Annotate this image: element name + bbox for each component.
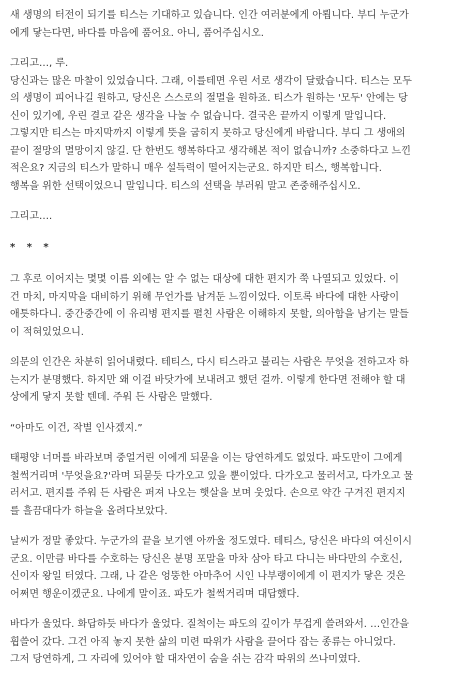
text-line: 그리고…. (10, 211, 53, 222)
text-line: 신이 있기에, 우린 결코 같은 생각을 나눌 수 없습니다. 결국은 끝까지 이렇게 말입니다. (10, 110, 387, 122)
paragraph-8 (10, 533, 460, 603)
paragraph-7 (10, 450, 460, 520)
document-body (10, 7, 460, 682)
quoted-line: “아마도 이건, 작별 인사겠지.” (10, 422, 143, 434)
section-separator: * * * (10, 241, 53, 253)
text-line: 어쩌면 행운이겠군요. 나에게 말이죠. 파도가 철썩거리며 대답했다. (10, 588, 300, 600)
text-line: 상에게 닿지 못할 텐데. 주워 든 사람은 말했다. (10, 392, 213, 403)
paragraph-9 (10, 616, 460, 669)
text-line: 러서고. 편지를 주워 든 사람은 퍼져 나오는 햇살을 보며 웃었다. 손으로 약간 구겨진 편지지 (10, 488, 406, 499)
text-line: 를 흘끔대다가 하늘을 올려다보았다. (10, 505, 168, 517)
paragraph-4 (10, 271, 460, 341)
paragraph-3 (10, 208, 460, 226)
text-line: 철썩거리며 '무엇을요?'라며 되묻듯 다가오고 있을 뿐이었다. 다가오고 물러서고, 다가오고 물 (10, 470, 414, 482)
text-line: 군요. 이만큼 바다를 수호하는 당신은 분명 포말을 마차 삼아 타고 다니는 바다만의 수호신, (10, 553, 403, 565)
text-line: 휩쓸어 갔다. 그건 아직 놓지 못한 삶의 미련 따위가 사람을 끌어다 잡는 종류는 아니었다. (10, 636, 396, 648)
text-line: 의 생명이 피어나길 원하고, 당신은 스스로의 절멸을 원하죠. 티스가 원하는 '모두' 안에는 당 (10, 93, 408, 104)
text-line: 끝이 절망의 멸망이지 않길. 단 한번도 행복하다고 생각해본 적이 없습니까? 소중하다고 느낀 (10, 145, 411, 157)
text-line: 그 후로 이어지는 몇몇 이름 외에는 알 수 없는 대상에 대한 편지가 쭉 나열되고 있었다. 이 (10, 274, 399, 285)
text-line: 이 적혀있었으니. (10, 326, 84, 338)
paragraph-2 (10, 55, 460, 195)
text-line: 그렇지만 티스는 마지막까지 이렇게 뜻을 굽히지 못하고 당신에게 바랍니다. 부디 그 생애의 (10, 128, 406, 139)
paragraph-5 (10, 354, 460, 407)
text-line: 의문의 인간은 차분히 읽어내렸다. 테티스, 다시 티스라고 불리는 사람은 무엇을 전하고자 하 (10, 357, 409, 368)
text-line: 신이자 왕일 터였다. 그래, 나 같은 엉뚱한 아마추어 시인 나부랭이에게 이 편지가 닿은 것은 (10, 571, 406, 582)
text-line: 적은요? 지금의 티스가 말하니 매우 설득력이 떨어지는군요. 하지만 티스, 행복합니다. (10, 163, 382, 174)
text-line: 바다가 울었다. 화답하듯 바다가 울었다. 질척이는 파도의 깊이가 무겁게 쓸려와서. …인간을 (10, 619, 410, 630)
text-line: 당신과는 많은 마찰이 있었습니다. 그래, 이를테면 우린 서로 생각이 달랐습니다. 티스는 모두 (10, 75, 412, 87)
text-line: 새 생명의 터전이 되기를 티스는 기대하고 있습니다. 인간 여러분에게 아룁니다. 부디 누군가 (10, 10, 409, 21)
text-line: 에게 닿는다면, 바다를 마음에 품어요. 아니, 품어주십시오. (10, 27, 264, 39)
text-line: 애틋하다니. 중간중간에 이 유리병 편지를 펼친 사람은 이해하지 못할, 의아함을 남기는 말들 (10, 309, 409, 320)
text-line: 날씨가 정말 좋았다. 누군가의 끝을 보기엔 아까울 정도였다. 테티스, 당신은 바다의 여신이시 (10, 536, 412, 547)
paragraph-6-quote (10, 420, 460, 438)
paragraph-1 (10, 7, 460, 42)
text-line: 태평양 너머를 바라보며 중얼거린 이에게 되묻을 이는 당연하게도 없었다. 파도만이 그에게 (10, 453, 403, 464)
text-line: 는지가 분명했다. 하지만 왜 이걸 바닷가에 보내려고 했던 걸까. 이렇게 한다면 전해야 할 대 (10, 374, 406, 386)
text-line: 그저 당연하게, 그 자리에 있어야 할 대자연이 숨을 쉬는 감각 따위의 쓰나미였다. (10, 654, 361, 665)
text-line: 행복을 위한 선택이었으니 말입니다. 티스의 선택을 부러워 말고 존중해주십시오. (10, 180, 361, 192)
text-line: 건 마치, 마지막을 대비하기 위해 무언가를 남겨둔 느낌이었다. 이토록 바다에 대한 사랑이 (10, 291, 400, 303)
text-line: 그리고…, 루. (10, 58, 69, 69)
